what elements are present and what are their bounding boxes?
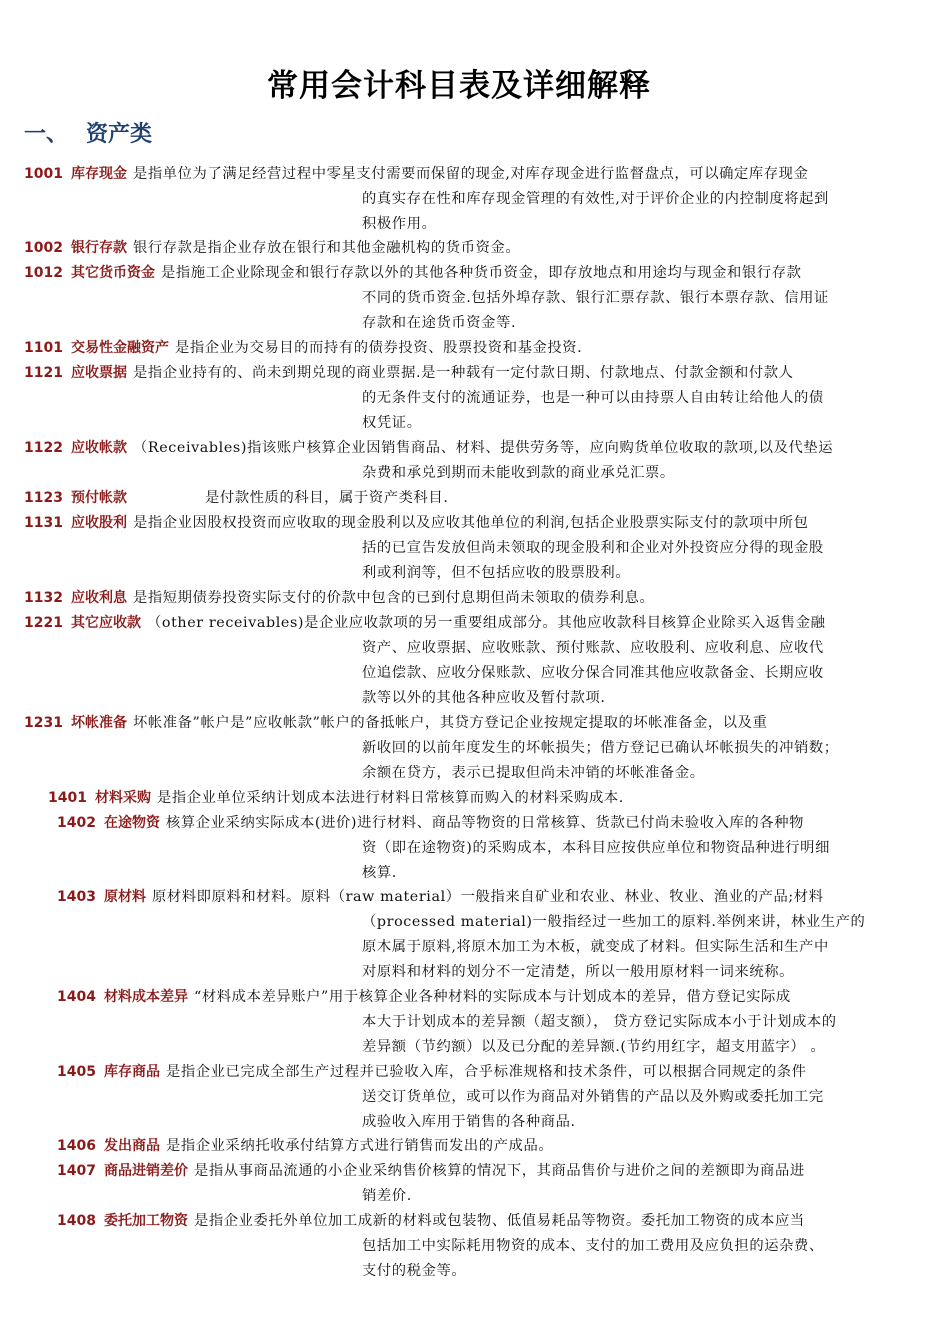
entry-continuation-line xyxy=(362,1010,837,1035)
account-description: 资产、应收票据、应收账款、预付账款、应收股利、应收利息、应收代 xyxy=(362,640,824,656)
account-description: 是付款性质的科目，属于资产类科目. xyxy=(204,490,449,506)
entry-first-line xyxy=(24,336,582,361)
account-name: 委托加工物资 xyxy=(103,1213,188,1229)
page-title: 常用会计科目表及详细解释 xyxy=(267,68,651,104)
entry-continuation-line xyxy=(362,536,824,561)
entry-first-line xyxy=(48,786,624,811)
account-code: 1121 xyxy=(24,365,63,381)
entry-continuation-line xyxy=(362,1110,824,1135)
account-code: 1231 xyxy=(24,715,63,731)
account-description: 支付的税金等。 xyxy=(362,1263,467,1279)
entry-first-line xyxy=(24,236,520,261)
entry-continuation-line xyxy=(362,960,865,985)
account-name: 预付帐款 xyxy=(70,490,127,506)
entry-continuation-line xyxy=(362,187,829,212)
account-heading xyxy=(57,1213,188,1229)
entry-continuation-line xyxy=(362,636,826,661)
account-description: 成验收入库用于销售的各种商品. xyxy=(362,1114,576,1130)
entry-continuation-line xyxy=(362,311,829,336)
account-entry xyxy=(24,361,824,436)
account-description: 款等以外的其他各种应收及暂付款项. xyxy=(362,690,606,706)
account-heading xyxy=(24,265,155,281)
account-entry xyxy=(48,786,624,811)
account-description: 积极作用。 xyxy=(362,216,437,232)
account-description: （Receivables)指该账户核算企业因销售商品、材料、提供劳务等，应向购货单位收取的款项,以及代垫运 xyxy=(132,440,834,456)
entry-continuation-line xyxy=(362,286,829,311)
account-name: 在途物资 xyxy=(103,815,160,831)
entry-continuation-line xyxy=(362,861,830,886)
account-description: 是指企业已完成全部生产过程并已验收入库，合乎标准规格和技术条件，可以根据合同规定的条件 xyxy=(165,1064,807,1080)
entry-continuation-line xyxy=(362,1085,824,1110)
entry-first-line xyxy=(24,511,824,536)
account-description: 位追偿款、应收分保账款、应收分保合同准其他应收款备金、长期应收 xyxy=(362,665,824,681)
account-description: “材料成本差异账户”用于核算企业各种材料的实际成本与计划成本的差异，借方登记实际成 xyxy=(193,989,791,1005)
account-name: 应收帐款 xyxy=(70,440,127,456)
account-entry xyxy=(24,611,826,711)
account-name: 应收票据 xyxy=(70,365,127,381)
account-heading xyxy=(24,340,169,356)
account-name: 银行存款 xyxy=(70,240,127,256)
account-description: 新收回的以前年度发生的坏帐损失；借方登记已确认坏帐损失的冲销数； xyxy=(362,740,839,756)
account-description: 括的已宣告发放但尚未领取的现金股利和企业对外投资应分得的现金股 xyxy=(362,540,824,556)
account-name: 原材料 xyxy=(103,889,146,905)
account-code: 1407 xyxy=(57,1163,96,1179)
account-name: 库存商品 xyxy=(103,1064,160,1080)
account-entry xyxy=(57,885,865,985)
account-code: 1002 xyxy=(24,240,63,256)
account-description: 包括加工中实际耗用物资的成本、支付的加工费用及应负担的运杂费、 xyxy=(362,1238,824,1254)
account-entry xyxy=(24,336,582,361)
entry-first-line xyxy=(57,985,837,1010)
account-description: 是指企业因股权投资而应收取的现金股利以及应收其他单位的利润,包括企业股票实际支付的款项中所包 xyxy=(132,515,809,531)
account-code: 1402 xyxy=(57,815,96,831)
account-description: 是指从事商品流通的小企业采纳售价核算的情况下，其商品售价与进价之间的差额即为商品进 xyxy=(193,1163,805,1179)
account-code: 1132 xyxy=(24,590,63,606)
account-description: （other receivables)是企业应收款项的另一重要组成部分。其他应收款科目核算企业除买入返售金融 xyxy=(146,615,826,631)
entry-continuation-line xyxy=(362,761,839,786)
account-entry xyxy=(57,1134,553,1159)
account-entry xyxy=(57,1060,824,1135)
account-description: 原木属于原料,将原木加工为木板，就变成了材料。但实际生活和生产中 xyxy=(362,939,829,955)
account-name: 其它应收款 xyxy=(70,615,141,631)
account-entry xyxy=(57,1209,824,1284)
entry-continuation-line xyxy=(362,736,839,761)
account-code: 1404 xyxy=(57,989,96,1005)
account-entry xyxy=(24,261,829,336)
account-name: 材料成本差异 xyxy=(103,989,188,1005)
entry-first-line xyxy=(24,261,829,286)
account-code: 1405 xyxy=(57,1064,96,1080)
entry-continuation-line xyxy=(362,1259,824,1284)
account-entry xyxy=(57,1159,805,1209)
account-name: 坏帐准备 xyxy=(70,715,127,731)
account-heading xyxy=(24,240,127,256)
account-name: 交易性金融资产 xyxy=(70,340,169,356)
account-heading xyxy=(57,1163,188,1179)
account-heading xyxy=(24,515,127,531)
entry-continuation-line xyxy=(362,1035,837,1060)
entry-continuation-line xyxy=(362,411,824,436)
entry-continuation-line xyxy=(362,686,826,711)
account-description: 销差价. xyxy=(362,1188,412,1204)
account-entry xyxy=(24,436,833,486)
account-entry xyxy=(57,985,837,1060)
account-code: 1403 xyxy=(57,889,96,905)
account-description: 的无条件支付的流通证券，也是一种可以由持票人自由转让给他人的债 xyxy=(362,390,824,406)
entry-first-line xyxy=(24,361,824,386)
entry-first-line xyxy=(57,1134,553,1159)
account-code: 1131 xyxy=(24,515,63,531)
entry-first-line xyxy=(24,611,826,636)
entry-first-line xyxy=(57,811,830,836)
entry-continuation-line xyxy=(362,386,824,411)
account-heading xyxy=(24,440,127,456)
entry-first-line xyxy=(24,162,829,187)
account-code: 1221 xyxy=(24,615,63,631)
account-code: 1001 xyxy=(24,166,63,182)
account-description: 送交订货单位，或可以作为商品对外销售的产品以及外购或委托加工完 xyxy=(362,1089,824,1105)
section-heading xyxy=(24,118,152,152)
entry-first-line xyxy=(24,436,833,461)
account-description: 是指短期债券投资实际支付的价款中包含的已到付息期但尚未领取的债券利息。 xyxy=(132,590,655,606)
account-name: 材料采购 xyxy=(94,790,151,806)
account-description: 对原料和材料的划分不一定清楚，所以一般用原材料一词来统称。 xyxy=(362,964,795,980)
account-entry xyxy=(57,811,830,886)
account-name: 发出商品 xyxy=(103,1138,160,1154)
account-heading xyxy=(24,166,127,182)
account-description: （processed material)一般指经过一些加工的原料.举例来讲，林业生产的 xyxy=(362,914,866,930)
account-code: 1123 xyxy=(24,490,63,506)
account-description: 是指企业持有的、尚未到期兑现的商业票据.是一种载有一定付款日期、付款地点、付款金额和付款人 xyxy=(132,365,794,381)
account-heading xyxy=(57,989,188,1005)
account-description: 是指单位为了满足经营过程中零星支付需要而保留的现金,对库存现金进行监督盘点，可以确定库存现金 xyxy=(132,166,809,182)
entry-continuation-line xyxy=(362,935,865,960)
section-name: 资产类 xyxy=(86,122,153,147)
account-description: 杂费和承兑到期而未能收到款的商业承兑汇票。 xyxy=(362,465,675,481)
account-name: 应收利息 xyxy=(70,590,127,606)
account-heading xyxy=(24,615,141,631)
account-description: 原材料即原料和材料。原料（raw material）一般指来自矿业和农业、林业、牧业、渔业的产品;材料 xyxy=(151,889,824,905)
entry-continuation-line xyxy=(362,1234,824,1259)
account-entry xyxy=(24,486,448,511)
account-description: 差异额（节约额）以及已分配的差异额.(节约用红字，超支用蓝字） 。 xyxy=(362,1039,826,1055)
account-code: 1012 xyxy=(24,265,63,281)
entry-continuation-line xyxy=(362,212,829,237)
account-description: 核算企业采纳实际成本(进价)进行材料、商品等物资的日常核算、货款已付尚未验收入库的各种物 xyxy=(165,815,804,831)
entry-continuation-line xyxy=(362,561,824,586)
account-description: 坏帐准备”帐户是”应收帐款”帐户的备抵帐户，其贷方登记企业按规定提取的坏帐准备金，以及重 xyxy=(132,715,768,731)
account-heading xyxy=(48,790,151,806)
entry-first-line xyxy=(57,1209,824,1234)
entry-first-line xyxy=(57,885,865,910)
account-description: 资（即在途物资)的采购成本，本科目应按供应单位和物资品种进行明细 xyxy=(362,840,830,856)
entry-continuation-line xyxy=(362,836,830,861)
account-heading xyxy=(24,490,127,506)
account-name: 应收股利 xyxy=(70,515,127,531)
account-name: 库存现金 xyxy=(70,166,127,182)
account-name: 其它货币资金 xyxy=(70,265,155,281)
account-description: 是指企业委托外单位加工成新的材料或包装物、低值易耗品等物资。委托加工物资的成本应当 xyxy=(193,1213,805,1229)
account-description: 是指企业为交易目的而持有的债券投资、股票投资和基金投资. xyxy=(174,340,583,356)
account-heading xyxy=(24,365,127,381)
account-entry xyxy=(24,236,520,261)
entry-continuation-line xyxy=(362,461,833,486)
entry-first-line xyxy=(24,586,654,611)
account-entry xyxy=(24,711,839,786)
account-entry xyxy=(24,162,829,237)
entry-first-line xyxy=(57,1159,805,1184)
account-description: 是指企业采纳托收承付结算方式进行销售而发出的产成品。 xyxy=(165,1138,554,1154)
account-description: 的真实存在性和库存现金管理的有效性,对于评价企业的内控制度将起到 xyxy=(362,191,829,207)
account-code: 1401 xyxy=(48,790,87,806)
entry-first-line xyxy=(24,486,448,511)
entry-continuation-line xyxy=(362,910,865,935)
account-description: 余额在贷方，表示已提取但尚未冲销的坏帐准备金。 xyxy=(362,765,705,781)
account-description: 核算. xyxy=(362,865,397,881)
account-code: 1122 xyxy=(24,440,63,456)
account-code: 1101 xyxy=(24,340,63,356)
account-description: 是指施工企业除现金和银行存款以外的其他各种货币资金，即存放地点和用途均与现金和银行存款 xyxy=(160,265,802,281)
account-description: 银行存款是指企业存放在银行和其他金融机构的货币资金。 xyxy=(132,240,521,256)
entry-continuation-line xyxy=(362,1184,805,1209)
entry-first-line xyxy=(24,711,839,736)
account-description: 是指企业单位采纳计划成本法进行材料日常核算而购入的材料采购成本. xyxy=(156,790,624,806)
entry-continuation-line xyxy=(362,661,826,686)
account-heading xyxy=(57,1064,160,1080)
account-description: 利或利润等，但不包括应收的股票股利。 xyxy=(362,565,631,581)
account-code: 1406 xyxy=(57,1138,96,1154)
account-description: 存款和在途货币资金等. xyxy=(362,315,517,331)
account-heading xyxy=(24,590,127,606)
account-description: 不同的货币资金.包括外埠存款、银行汇票存款、银行本票存款、信用证 xyxy=(362,290,829,306)
account-heading xyxy=(57,815,160,831)
account-heading xyxy=(24,715,127,731)
account-name: 商品进销差价 xyxy=(103,1163,188,1179)
account-description: 本大于计划成本的差异额（超支额）， 贷方登记实际成本小于计划成本的 xyxy=(362,1014,837,1030)
section-number: 一、 xyxy=(24,122,69,147)
account-heading xyxy=(57,1138,160,1154)
account-description: 权凭证。 xyxy=(362,415,422,431)
account-entry xyxy=(24,586,654,611)
account-code: 1408 xyxy=(57,1213,96,1229)
entry-first-line xyxy=(57,1060,824,1085)
account-heading xyxy=(57,889,146,905)
account-entry xyxy=(24,511,824,586)
